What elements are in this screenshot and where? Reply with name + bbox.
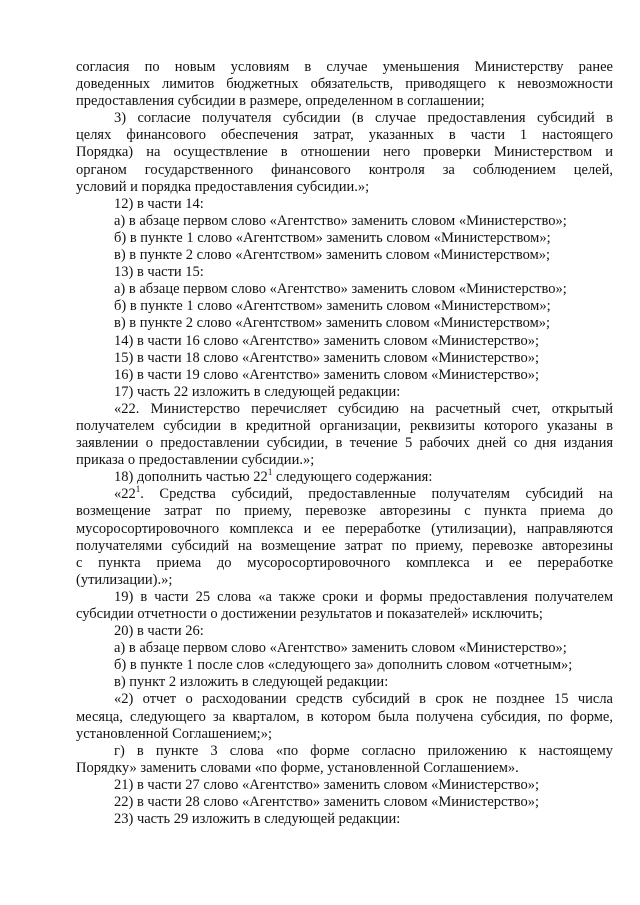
superscript: 1 [135,484,141,495]
paragraph-line [76,486,613,503]
text-run: следующего содержания: [272,469,433,486]
text-run: 18) дополнить частью 22 [114,469,268,486]
paragraph: 14) в части 16 слово «Агентство» заменить словом «Министерство»; [114,332,540,349]
paragraph: 22) в части 28 слово «Агентство» заменить словом «Министерство»; [114,794,540,811]
paragraph: 13) в части 15: [114,264,204,281]
paragraph-line: предоставления субсидии в размере, определенном в соглашении; [76,93,485,110]
paragraph-line: мусоросортировочного комплекса и ее переработке (утилизации), направляются [76,520,613,537]
paragraph-line: получателями субсидий на возмещение затрат по приему, перевозке авторезины [76,537,613,554]
paragraph: а) в абзаце первом слово «Агентство» заменить словом «Министерство»; [114,640,567,657]
paragraph [76,469,613,486]
paragraph-line: условий и порядка предоставления субсидии.»; [76,178,370,195]
paragraph-line: 3) согласие получателя субсидии (в случае предоставления субсидий в [114,110,613,127]
paragraph-line: целях финансового обеспечения затрат, указанных в части 1 настоящего [76,127,613,144]
paragraph: в) в пункте 2 слово «Агентством» заменить словом «Министерством»; [114,315,551,332]
superscript: 1 [267,467,273,478]
paragraph: в) пункт 2 изложить в следующей редакции: [114,674,389,691]
paragraph: 16) в части 19 слово «Агентство» заменить словом «Министерство»; [114,366,540,383]
paragraph-line: возмещение затрат по приему, перевозке авторезины с пункта приема до [76,503,613,520]
paragraph-line: установленной Соглашением;»; [76,725,272,742]
paragraph-line: «22. Министерство перечисляет субсидию на расчетный счет, открытый [114,400,613,417]
paragraph-line: органом государственного финансового контроля за соблюдением целей, [76,161,613,178]
paragraph: 12) в части 14: [114,195,204,212]
text-run: . Средства субсидий, предоставленные получателям субсидий на [140,486,613,503]
paragraph: а) в абзаце первом слово «Агентство» заменить словом «Министерство»; [114,281,567,298]
paragraph: 23) часть 29 изложить в следующей редакции: [114,811,401,828]
paragraph: б) в пункте 1 слово «Агентством» заменить словом «Министерством»; [114,298,551,315]
paragraph: б) в пункте 1 после слов «следующего за» дополнить словом «отчетным»; [114,657,573,674]
paragraph-line: с пункта приема до мусоросортировочного комплекса и ее переработке [76,554,613,571]
document-page [76,59,613,828]
paragraph-line: месяца, следующего за кварталом, в котором была получена субсидия, по форме, [76,708,613,725]
paragraph-line: согласия по новым условиям в случае уменьшения Министерству ранее [76,59,613,75]
paragraph-line: «2) отчет о расходовании средств субсидий в срок не позднее 15 числа [114,691,613,708]
paragraph-line: получателем субсидии в кредитной организации, реквизиты которого указаны в [76,417,613,434]
paragraph-line: Порядка) на осуществление в отношении него проверки Министерством и [76,144,613,161]
paragraph: 21) в части 27 слово «Агентство» заменить словом «Министерство»; [114,776,540,793]
paragraph-line: субсидии отчетности о достижении результатов и показателей» исключить; [76,606,543,622]
paragraph-line: г) в пункте 3 слова «по форме согласно приложению к настоящему [114,742,613,759]
paragraph-line: Порядку» заменить словами «по форме, установленной Соглашением». [76,759,519,776]
paragraph: 17) часть 22 изложить в следующей редакции: [114,383,401,400]
paragraph: 20) в части 26: [114,623,204,640]
paragraph-line: 19) в части 25 слова «а также сроки и формы предоставления получателем [114,588,613,605]
paragraph-line: заявлении о предоставлении субсидии, в течение 5 рабочих дней со дня издания [76,435,613,452]
paragraph: 15) в части 18 слово «Агентство» заменить словом «Министерство»; [114,349,540,366]
paragraph-line: доведенных лимитов бюджетных обязательств, приводящего к невозможности [76,76,613,93]
paragraph: в) в пункте 2 слово «Агентством» заменить словом «Министерством»; [114,247,551,264]
paragraph-line: приказа о предоставлении субсидии.»; [76,452,315,469]
paragraph: б) в пункте 1 слово «Агентством» заменить словом «Министерством»; [114,229,551,246]
paragraph-line: (утилизации).»; [76,571,173,588]
paragraph: а) в абзаце первом слово «Агентство» заменить словом «Министерство»; [114,212,567,229]
text-run: «22 [114,486,136,503]
